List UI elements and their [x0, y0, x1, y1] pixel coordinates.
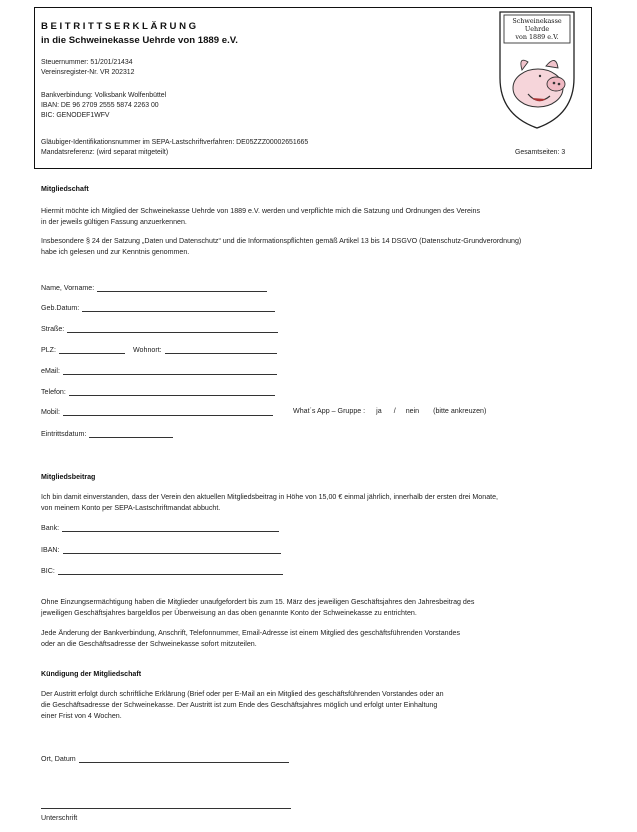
para-line: Hiermit möchte ich Mitglied der Schweinekasse Uehrde von 1889 e.V. werden und verpflichte mich die Satzung und Ordnungen des Vereins	[41, 207, 481, 215]
logo-line-2: Uehrde	[524, 25, 550, 33]
para-line: Der Austritt erfolgt durch schriftliche Erklärung (Brief oder per E-Mail an ein Mitglied des geschäftsführenden Vorstandes oder an	[41, 690, 444, 698]
bic-field[interactable]	[41, 566, 283, 575]
birthdate-field[interactable]	[41, 303, 275, 312]
whatsapp-hint: (bitte ankreuzen)	[433, 407, 487, 415]
bic-label: BIC:	[41, 567, 55, 575]
email-input-line[interactable]	[63, 366, 277, 375]
birthdate-label: Geb.Datum:	[41, 304, 80, 312]
logo-text	[506, 17, 568, 41]
iban-label: IBAN:	[41, 546, 60, 554]
membership-heading: Mitgliedschaft	[41, 185, 89, 193]
membership-paragraph-2	[41, 236, 521, 258]
place-date-input-line[interactable]	[79, 754, 289, 763]
termination-paragraph	[41, 689, 444, 722]
whatsapp-no-option[interactable]: nein	[405, 407, 420, 415]
para-line: Jede Änderung der Bankverbindung, Anschrift, Telefonnummer, Email-Adresse ist einem Mitglied des geschäftsführenden Vorstandes	[41, 629, 461, 637]
fee-paragraph-1	[41, 492, 498, 514]
mandate-reference: Mandatsreferenz: (wird separat mitgeteilt)	[41, 149, 169, 156]
iban-input-line[interactable]	[63, 545, 281, 554]
para-line: von meinem Konto per SEPA-Lastschriftmandat abbucht.	[41, 504, 221, 512]
phone-field[interactable]	[41, 387, 275, 396]
whatsapp-group-choice	[293, 407, 486, 415]
termination-heading: Kündigung der Mitgliedschaft	[41, 670, 142, 678]
street-input-line[interactable]	[67, 324, 278, 333]
para-line: oder an die Geschäftsadresse der Schweinekasse sofort mitzuteilen.	[41, 640, 257, 648]
para-line: Ich bin damit einverstanden, dass der Verein den aktuellen Mitgliedsbeitrag in Höhe von 15,00 € einmal jährlich, innerhalb der ersten drei Monate,	[41, 493, 499, 501]
signature-line[interactable]	[41, 808, 291, 809]
mobile-input-line[interactable]	[63, 407, 273, 416]
name-label: Name, Vorname:	[41, 284, 95, 292]
fee-paragraph-3	[41, 628, 460, 650]
phone-input-line[interactable]	[69, 387, 275, 396]
para-line: die Geschäftsadresse der Schweinekasse. Der Austritt ist zum Ende des Geschäftsjahres möglich und erfolgt unter Einhaltung	[41, 701, 438, 709]
club-iban: IBAN: DE 96 2709 2555 5874 2263 00	[41, 102, 159, 109]
whatsapp-separator: /	[393, 407, 396, 415]
entry-date-input-line[interactable]	[89, 429, 173, 438]
bic-input-line[interactable]	[58, 566, 283, 575]
club-logo	[498, 10, 576, 130]
para-line: in der jeweils gültigen Fassung anzuerkennen.	[41, 218, 187, 226]
tax-number: Steuernummer: 51/201/21434	[41, 59, 133, 66]
name-field[interactable]	[41, 283, 267, 292]
mobile-label: Mobil:	[41, 408, 60, 416]
para-line: Ohne Einzungsermächtigung haben die Mitglieder unaufgefordert bis zum 15. März des jeweiligen Geschäftsjahres den Jahresbeitrag des	[41, 598, 475, 606]
creditor-id: Gläubiger-Identifikationsnummer im SEPA-Lastschriftverfahren: DE05ZZZ00002651665	[41, 139, 309, 146]
para-line: jeweiligen Geschäftsjahres bargeldlos per Überweisung an das oben genannte Konto der Schweinekasse zu entrichten.	[41, 609, 417, 617]
mobile-field[interactable]	[41, 407, 273, 416]
whatsapp-label: What´s App – Gruppe :	[293, 407, 366, 415]
membership-paragraph-1	[41, 206, 480, 228]
logo-line-1: Schweinekasse	[512, 17, 562, 25]
email-label: eMail:	[41, 367, 60, 375]
city-label: Wohnort:	[132, 346, 162, 354]
email-field[interactable]	[41, 366, 277, 375]
para-line: habe ich gelesen und zur Kenntnis genommen.	[41, 248, 190, 256]
para-line: Insbesondere § 24 der Satzung „Daten und Datenschutz“ und die Informationspflichten gemäß Artikel 13 bis 14 DSGVO (Datenschutz-Grundverordnung)	[41, 237, 522, 245]
bank-field[interactable]	[41, 523, 279, 532]
fee-paragraph-2	[41, 597, 474, 619]
street-field[interactable]	[41, 324, 278, 333]
city-input-line[interactable]	[165, 345, 277, 354]
bank-connection: Bankverbindung: Volksbank Wolfenbüttel	[41, 92, 167, 99]
whatsapp-yes-option[interactable]: ja	[376, 407, 382, 415]
logo-line-3: von 1889 e.V.	[515, 33, 559, 41]
bank-label: Bank:	[41, 524, 60, 532]
entry-date-label: Eintrittsdatum:	[41, 430, 87, 438]
name-input-line[interactable]	[97, 283, 267, 292]
bank-input-line[interactable]	[62, 523, 279, 532]
birthdate-input-line[interactable]	[82, 303, 275, 312]
place-date-label: Ort, Datum	[41, 755, 76, 763]
zip-city-field[interactable]	[41, 345, 277, 354]
iban-field[interactable]	[41, 545, 281, 554]
document-title: BEITRITTSERKLÄRUNG	[41, 21, 199, 32]
place-date-field[interactable]	[41, 754, 289, 763]
total-pages: Gesamtseiten: 3	[515, 149, 566, 156]
signature-label: Unterschrift	[41, 814, 78, 822]
register-number: Vereinsregister-Nr. VR 202312	[41, 69, 135, 76]
phone-label: Telefon:	[41, 388, 66, 396]
entry-date-field[interactable]	[41, 429, 173, 438]
club-bic: BIC: GENODEF1WFV	[41, 112, 110, 119]
document-subtitle: in die Schweinekasse Uehrde von 1889 e.V.	[41, 35, 238, 46]
street-label: Straße:	[41, 325, 65, 333]
zip-input-line[interactable]	[59, 345, 125, 354]
fee-heading: Mitgliedsbeitrag	[41, 473, 96, 481]
para-line: einer Frist von 4 Wochen.	[41, 712, 122, 720]
zip-label: PLZ:	[41, 346, 56, 354]
